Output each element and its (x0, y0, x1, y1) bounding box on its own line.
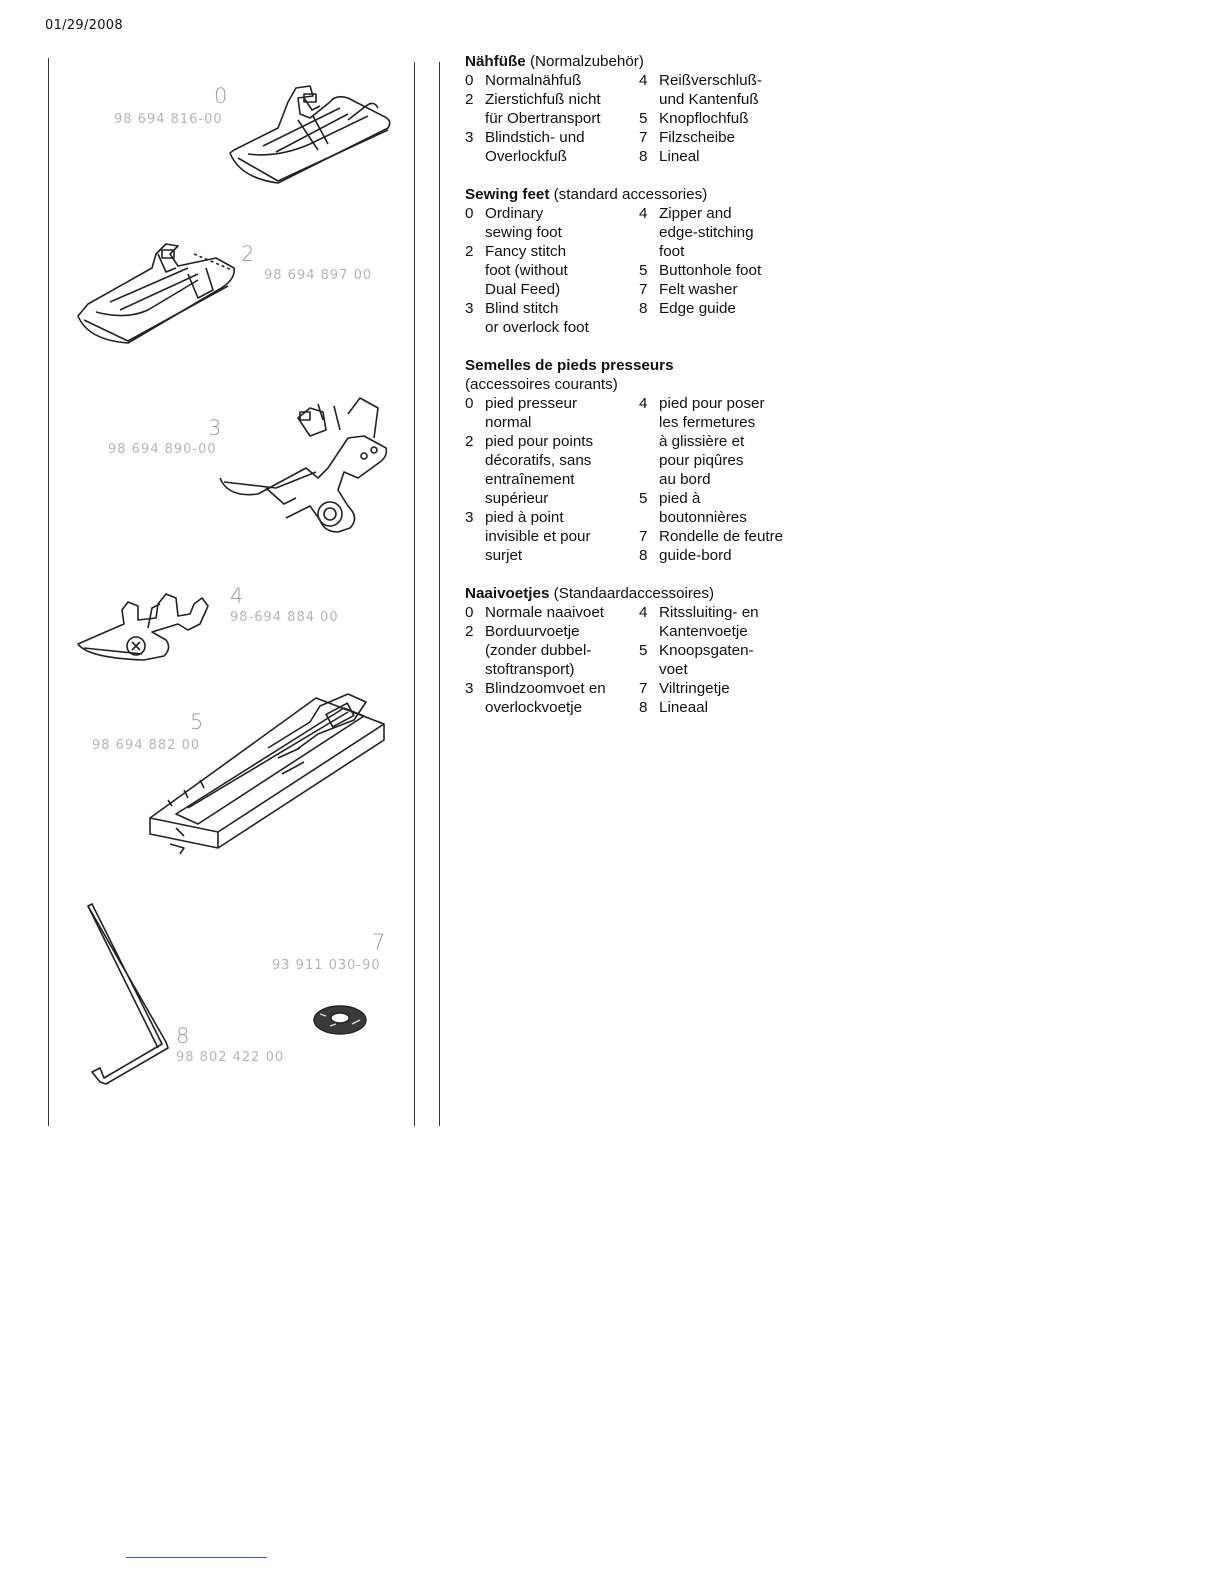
figure-4-number: 4 (230, 584, 244, 608)
list-item: 4 Zipper and edge-stitching foot (639, 205, 754, 260)
figure-5-code: 98 694 882 00 (92, 738, 201, 753)
list-item: 8 Lineal (639, 148, 700, 165)
section-english-left-column (465, 204, 639, 337)
middle-border-line-1 (414, 62, 415, 1126)
list-item: 3 Blindstich- und Overlockfuß (465, 129, 585, 165)
figure-5-number: 5 (190, 710, 204, 734)
figure-2-number: 2 (241, 242, 255, 266)
list-item: 7 Rondelle de feutre (639, 528, 784, 545)
list-item: 5 Knoopsgaten- voet (639, 642, 754, 678)
list-item: 0 Normale naaivoet (465, 604, 605, 621)
figure-0-code: 98 694 816-00 (114, 112, 223, 127)
section-english-heading: Sewing feet (standard accessories) (465, 186, 708, 203)
section-dutch (465, 584, 825, 717)
section-dutch-right-column (639, 603, 813, 717)
list-item: 2 pied pour points décoratifs, sans entraînement supérieur (465, 433, 594, 507)
list-item: 3 Blindzoomvoet en overlockvoetje (465, 680, 606, 716)
figure-4-code: 98-694 884 00 (230, 610, 339, 625)
list-item: 2 Borduurvoetje (zonder dubbel- stoftransport) (465, 623, 592, 678)
list-item: 3 Blind stitch or overlock foot (465, 300, 589, 336)
section-dutch-heading: Naaivoetjes (Standaardaccessoires) (465, 585, 715, 602)
list-item: 3 pied à point invisible et pour surjet (465, 509, 591, 564)
list-item: 7 Felt washer (639, 281, 738, 298)
list-item: 7 Filzscheibe (639, 129, 735, 146)
figure-8-code: 98 802 422 00 (176, 1050, 285, 1065)
section-french-right-column (639, 394, 813, 565)
figure-0-number: 0 (214, 84, 228, 108)
section-german-heading: Nähfüße (Normalzubehör) (465, 53, 644, 70)
section-german (465, 52, 825, 166)
list-item: 4 Reißverschluß- und Kantenfuß (639, 72, 762, 108)
section-german-right-column (639, 71, 813, 166)
list-item: 2 Zierstichfuß nicht für Obertransport (465, 91, 601, 127)
list-item: 4 pied pour poser les fermetures à glissière et pour piqûres au bord (639, 395, 765, 488)
section-dutch-left-column (465, 603, 639, 717)
list-item: 5 Buttonhole foot (639, 262, 762, 279)
figure-3-code: 98 694 890-00 (108, 442, 217, 457)
list-item: 5 Knopflochfuß (639, 110, 749, 127)
list-item: 8 guide-bord (639, 547, 732, 564)
list-item: 2 Fancy stitch foot (without Dual Feed) (465, 243, 568, 298)
list-item: 8 Edge guide (639, 300, 736, 317)
accessories-text (465, 52, 825, 736)
page-date: 01/29/2008 (45, 18, 123, 33)
figure-8-number: 8 (176, 1024, 190, 1048)
section-french-heading: Semelles de pieds presseurs (accessoires courants) (465, 357, 674, 393)
section-french (465, 356, 825, 565)
section-english-right-column (639, 204, 813, 337)
figure-3-number: 3 (208, 416, 222, 440)
figure-7-code: 93 911 030-90 (272, 958, 381, 973)
list-item: 5 pied à boutonnières (639, 490, 747, 526)
illustrations-panel (48, 58, 414, 1128)
list-item: 7 Viltringetje (639, 680, 730, 697)
section-german-left-column (465, 71, 639, 166)
middle-border-line-2 (439, 62, 440, 1126)
list-item: 0 Ordinary sewing foot (465, 205, 562, 241)
section-english (465, 185, 825, 337)
list-item: 4 Ritssluiting- en Kantenvoetje (639, 604, 759, 640)
section-french-left-column (465, 394, 639, 565)
list-item: 0 pied presseur normal (465, 395, 578, 431)
figure-2-code: 98 694 897 00 (264, 268, 373, 283)
figure-7-number: 7 (372, 930, 386, 954)
list-item: 8 Lineaal (639, 699, 708, 716)
bottom-link-underline (126, 1557, 267, 1558)
list-item: 0 Normalnähfuß (465, 72, 582, 89)
